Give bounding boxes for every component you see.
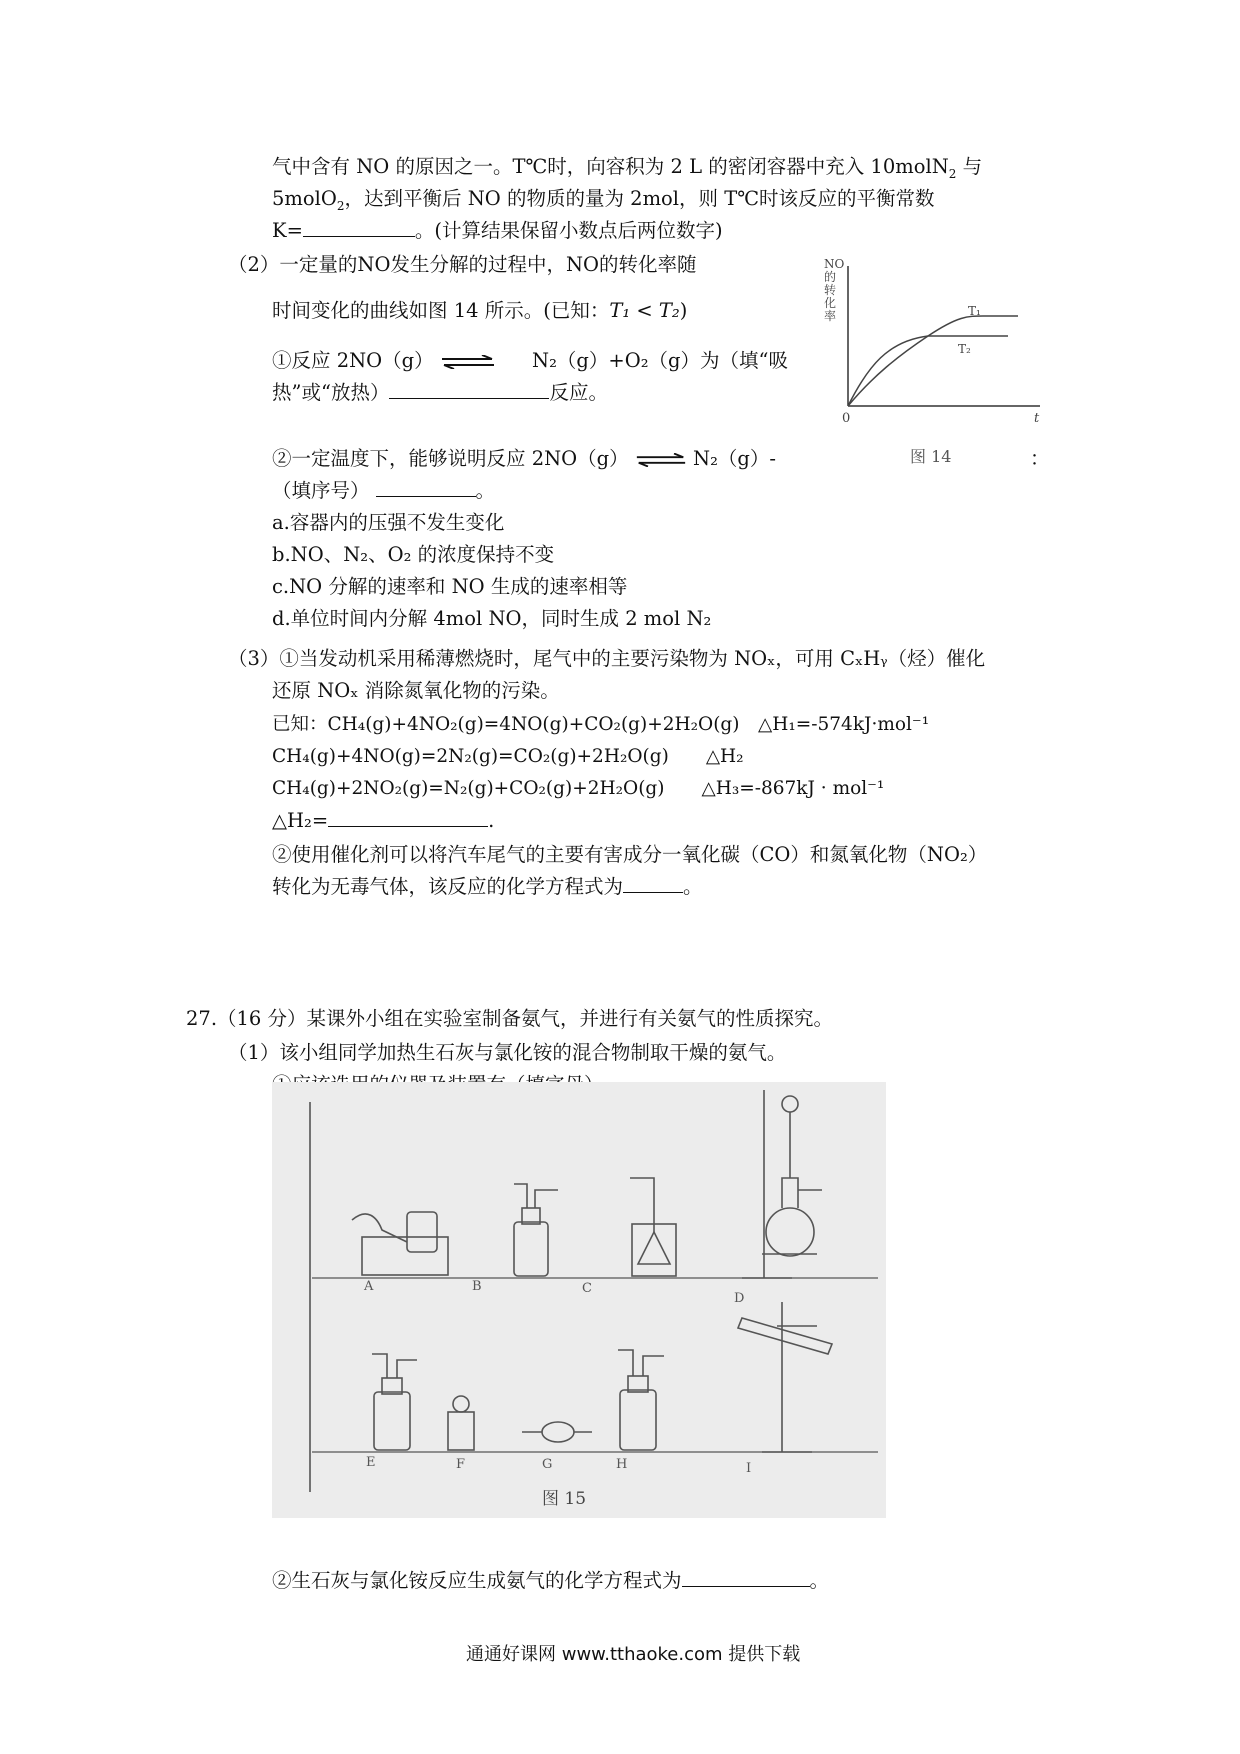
option-c: c.NO 分解的速率和 NO 生成的速率相等: [272, 575, 628, 598]
heat-answer-blank[interactable]: [389, 380, 549, 399]
apparatus-diagram: [272, 1082, 886, 1518]
q26-line1: 气中含有 NO 的原因之一。T℃时，向容积为 2 L 的密闭容器中充入 10molN$_2$ 与: [272, 155, 983, 181]
fig14-caption: 图 14: [900, 444, 961, 470]
apparatus-label-h: H: [616, 1457, 628, 1472]
apparatus-label-e: E: [366, 1455, 376, 1470]
equilibrium-arrow-icon: [635, 453, 687, 467]
q26-2-line3: ①反应 2NO（g） N₂（g）+O₂（g）为（填“吸: [272, 349, 789, 372]
equation-3: CH₄(g)+2NO₂(g)=N₂(g)+CO₂(g)+2H₂O(g) △H₃=-867kJ · mol⁻¹: [272, 778, 885, 799]
q26-2-line5-end: ：: [1030, 447, 1050, 470]
apparatus-label-a: A: [364, 1279, 374, 1294]
catalyst-equation-blank[interactable]: [623, 874, 683, 893]
q26-2-line2: 时间变化的曲线如图 14 所示。(已知：T₁ < T₂): [272, 299, 688, 322]
q26-3-line6: ②使用催化剂可以将汽车尾气的主要有害成分一氧化碳（CO）和氮氧化物（NO₂）: [272, 843, 988, 866]
q27-part1-ii: ②生石灰与氯化铵反应生成氨气的化学方程式为 。: [272, 1569, 830, 1592]
option-b: b.NO、N₂、O₂ 的浓度保持不变: [272, 543, 555, 566]
q26-3-line1: （3）①当发动机采用稀薄燃烧时，尾气中的主要污染物为 NOₓ，可用 CₓHᵧ（烃）催化: [228, 647, 986, 670]
q26-2-line4: 热”或“放热） 反应。: [272, 381, 608, 404]
footer-text: 通通好课网 www.tthaoke.com 提供下载: [466, 1644, 801, 1665]
conversion-rate-graph: [818, 256, 1048, 476]
t1-label: T₁: [968, 304, 981, 318]
curve-t2: [848, 336, 1008, 406]
option-a: a.容器内的压强不发生变化: [272, 511, 505, 534]
fig15-caption: 图 15: [542, 1489, 587, 1509]
apparatus-label-b: B: [472, 1279, 482, 1294]
q26-line3: K= 。(计算结果保留小数点后两位数字): [272, 219, 723, 242]
q27-part1: （1）该小组同学加热生石灰与氯化铵的混合物制取干燥的氨气。: [228, 1041, 787, 1064]
q26-2-line6: （填序号） 。: [272, 479, 496, 502]
figure-14: [818, 256, 1048, 476]
curve-t1: [848, 316, 1018, 406]
dh2-answer-blank[interactable]: [328, 808, 488, 827]
ammonia-equation-blank[interactable]: [682, 1568, 810, 1587]
figure-15: [272, 1082, 886, 1518]
q26-2-line1: （2）一定量的NO发生分解的过程中，NO的转化率随: [228, 253, 697, 276]
q26-3-line7: 转化为无毒气体，该反应的化学方程式为 。: [272, 875, 703, 898]
q26-line2: 5molO$_2$，达到平衡后 NO 的物质的量为 2mol，则 T℃时该反应的平衡常数: [272, 187, 935, 213]
k-answer-blank[interactable]: [303, 218, 415, 237]
apparatus-label-f: F: [456, 1457, 466, 1472]
apparatus-label-g: G: [542, 1457, 553, 1472]
q26-2-line5: ②一定温度下，能够说明反应 2NO（g） N₂（g）-: [272, 447, 776, 470]
equation-2: CH₄(g)+4NO(g)=2N₂(g)=CO₂(g)+2H₂O(g) △H₂: [272, 746, 744, 767]
q26-3-line2: 还原 NOₓ 消除氮氧化物的污染。: [272, 679, 560, 702]
q27-title: 27.（16 分）某课外小组在实验室制备氨气，并进行有关氨气的性质探究。: [186, 1007, 834, 1030]
t2-label: T₂: [958, 342, 971, 356]
graph-origin: 0: [842, 411, 851, 426]
dh2-line: △H₂= .: [272, 809, 495, 832]
graph-ylabel: NO的转化率: [824, 257, 845, 323]
option-d: d.单位时间内分解 4mol NO，同时生成 2 mol N₂: [272, 607, 712, 630]
apparatus-label-i: I: [746, 1461, 752, 1476]
apparatus-label-c: C: [582, 1281, 592, 1296]
equilibrium-arrow-icon: [440, 355, 496, 369]
equation-1: 已知：CH₄(g)+4NO₂(g)=4NO(g)+CO₂(g)+2H₂O(g) △H₁=-574kJ·mol⁻¹: [272, 714, 930, 735]
order-answer-blank[interactable]: [376, 478, 476, 497]
graph-xlabel: t: [1034, 411, 1040, 426]
apparatus-label-d: D: [734, 1291, 745, 1306]
